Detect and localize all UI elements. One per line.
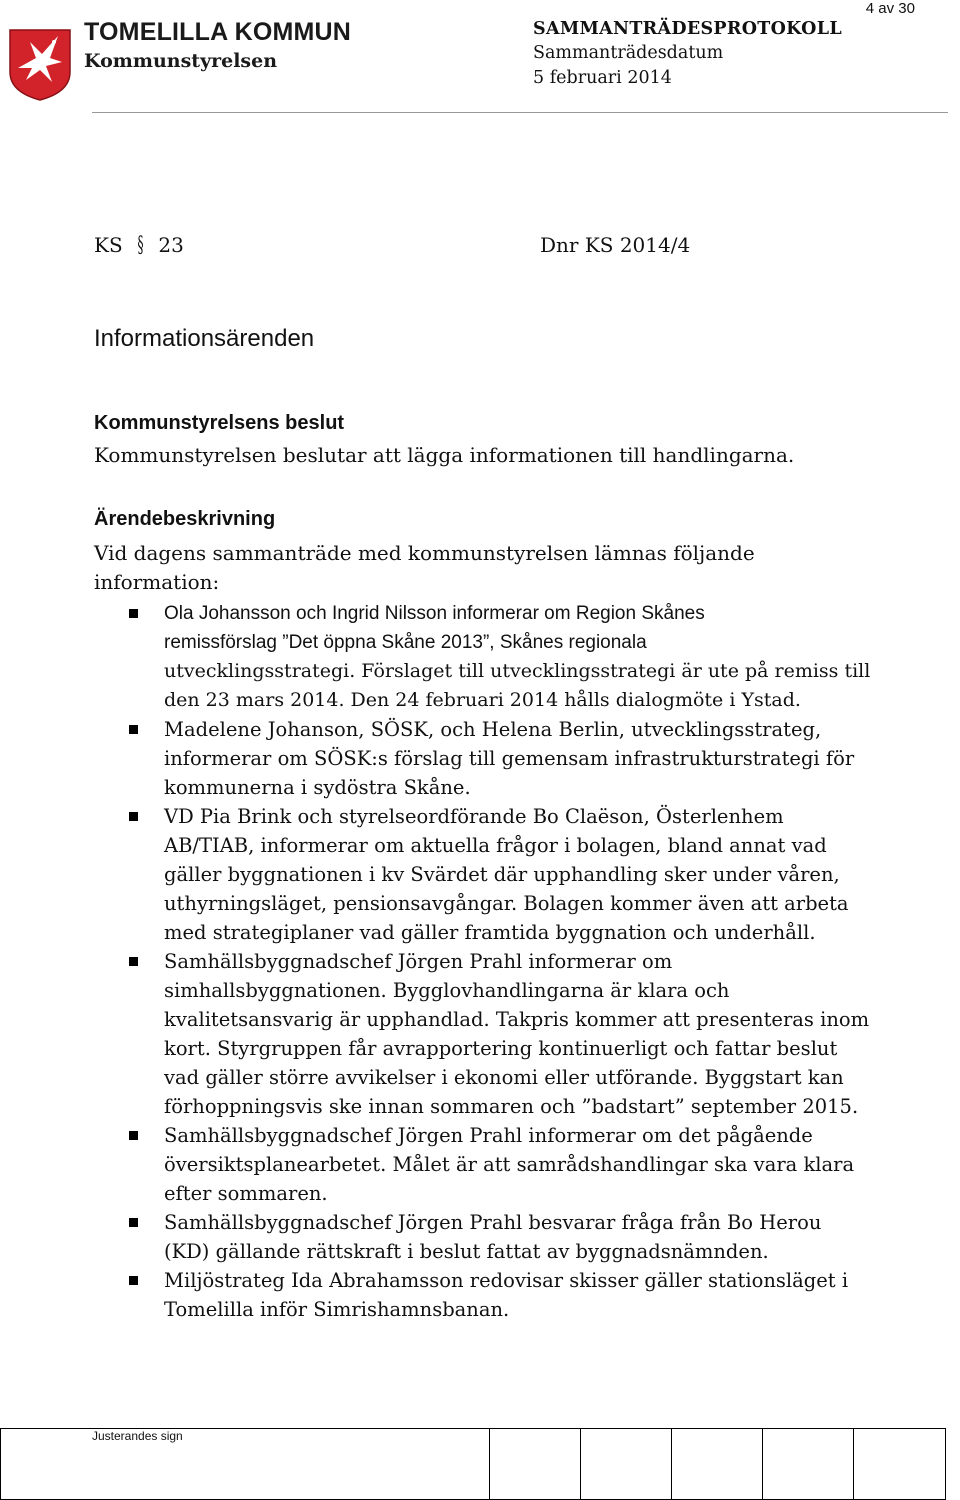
description-heading: Ärendebeskrivning xyxy=(94,508,276,530)
list-item-line: AB/TIAB, informerar om aktuella frågor i bolagen, bland annat vad xyxy=(164,834,827,857)
page-title: Informationsärenden xyxy=(94,325,315,352)
list-item-line: kort. Styrgruppen får avrapportering kontinuerligt och fattar beslut xyxy=(164,1037,838,1060)
list-item-line: Samhällsbyggnadschef Jörgen Prahl informerar om xyxy=(164,950,673,973)
page-number: 4 av 30 xyxy=(865,0,915,17)
meeting-date-label: Sammanträdesdatum xyxy=(533,43,724,63)
list-item-line: VD Pia Brink och styrelseordförande Bo Claëson, Österlenhem xyxy=(164,805,784,828)
header-divider xyxy=(92,112,948,113)
list-item-line: den 23 mars 2014. Den 24 februari 2014 hålls dialogmöte i Ystad. xyxy=(164,689,801,711)
list-item xyxy=(120,599,880,715)
list-item-line: förhoppningsvis ske innan sommaren och ”badstart” september 2015. xyxy=(164,1095,859,1118)
list-item-line: översiktsplanearbetet. Målet är att samrådshandlingar ska vara klara xyxy=(164,1153,855,1176)
organization-name: TOMELILLA KOMMUN xyxy=(84,18,352,46)
case-prefix: KS xyxy=(94,233,123,257)
list-item-line: informerar om SÖSK:s förslag till gemensam infrastrukturstrategi för xyxy=(164,747,855,770)
list-item xyxy=(120,802,880,947)
paragraph-sign-icon: § xyxy=(137,233,144,258)
signature-cell xyxy=(762,1428,854,1500)
list-item xyxy=(120,1266,880,1324)
signature-cell xyxy=(671,1428,763,1500)
list-item xyxy=(120,1208,880,1266)
list-item-line: (KD) gällande rättskraft i beslut fattat av byggnadsnämnden. xyxy=(164,1240,769,1263)
document-type: SAMMANTRÄDESPROTOKOLL xyxy=(533,19,842,39)
list-item-line: kommunerna i sydöstra Skåne. xyxy=(164,776,471,799)
signature-cell xyxy=(489,1428,581,1500)
list-item-line: Samhällsbyggnadschef Jörgen Prahl informerar om det pågående xyxy=(164,1124,813,1147)
case-number xyxy=(94,233,184,258)
decision-text: Kommunstyrelsen beslutar att lägga informationen till handlingarna. xyxy=(94,443,795,467)
list-item-line: vad gäller större avvikelser i ekonomi eller utförande. Byggstart kan xyxy=(164,1066,844,1089)
list-item-line: Tomelilla inför Simrishamnsbanan. xyxy=(164,1298,510,1321)
list-item-line: utvecklingsstrategi. Förslaget till utvecklingsstrategi är ute på remiss till xyxy=(164,660,871,682)
meeting-date-value: 5 februari 2014 xyxy=(533,68,672,88)
list-item-line: gäller byggnationen i kv Svärdet där upphandling sker under våren, xyxy=(164,863,840,886)
intro-line: Vid dagens sammanträde med kommunstyrelsen lämnas följande xyxy=(94,541,755,565)
bullet-square-icon xyxy=(129,609,138,618)
bullet-square-icon xyxy=(129,1131,138,1140)
organization-unit: Kommunstyrelsen xyxy=(84,50,278,72)
description-intro xyxy=(94,539,794,597)
signature-label: Justerandes sign xyxy=(92,1429,183,1443)
list-item-line: Madelene Johanson, SÖSK, och Helena Berlin, utvecklingsstrateg, xyxy=(164,718,822,741)
list-item-line: med strategiplaner vad gäller framtida byggnation och underhåll. xyxy=(164,921,816,944)
signature-cell xyxy=(853,1428,946,1500)
coat-of-arms-logo xyxy=(8,28,72,102)
list-item xyxy=(120,1121,880,1208)
intro-line: information: xyxy=(94,570,220,594)
bullet-square-icon xyxy=(129,725,138,734)
list-item-line: simhallsbyggnationen. Bygglovhandlingarna är klara och xyxy=(164,979,730,1002)
signature-cell xyxy=(580,1428,672,1500)
registration-number: Dnr KS 2014/4 xyxy=(540,233,691,257)
list-item-line: efter sommaren. xyxy=(164,1182,328,1205)
signature-cell xyxy=(0,1428,490,1500)
list-item-line: uthyrningsläget, pensionsavgångar. Bolagen kommer även att arbeta xyxy=(164,892,849,915)
bullet-square-icon xyxy=(129,1218,138,1227)
bullet-square-icon xyxy=(129,957,138,966)
list-item-line: Ola Johansson och Ingrid Nilsson informerar om Region Skånes xyxy=(164,603,705,624)
list-item xyxy=(120,715,880,802)
list-item-line: kvalitetsansvarig är upphandlad. Takpris kommer att presenteras inom xyxy=(164,1008,870,1031)
bullet-square-icon xyxy=(129,1276,138,1285)
list-item-line: remissförslag ”Det öppna Skåne 2013”, Skånes regionala xyxy=(164,632,647,653)
list-item xyxy=(120,947,880,1121)
list-item-line: Samhällsbyggnadschef Jörgen Prahl besvarar fråga från Bo Herou xyxy=(164,1211,822,1234)
list-item-line: Miljöstrateg Ida Abrahamsson redovisar skisser gäller stationsläget i xyxy=(164,1269,849,1292)
decision-heading: Kommunstyrelsens beslut xyxy=(94,412,345,434)
bullet-square-icon xyxy=(129,812,138,821)
information-list xyxy=(120,599,880,1324)
case-id: 23 xyxy=(158,233,184,257)
